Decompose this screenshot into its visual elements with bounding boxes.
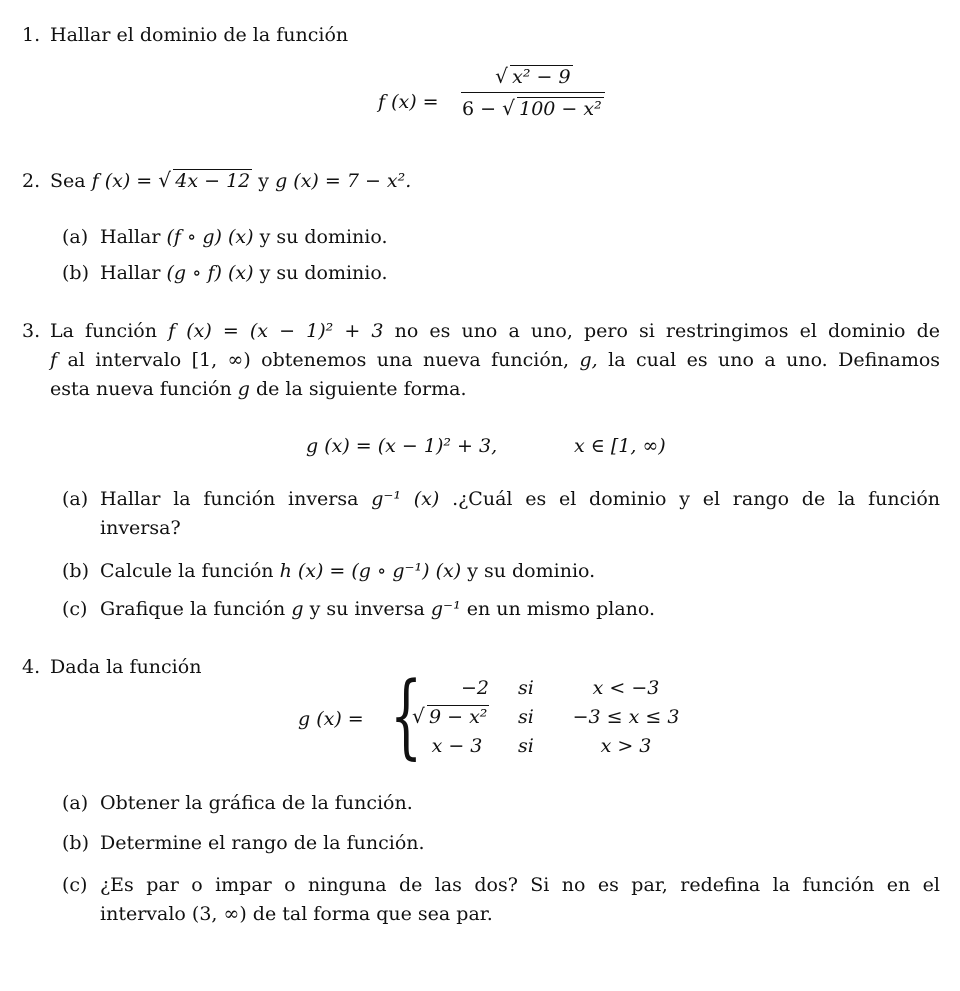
math-g-def: g (x) = 7 − x². [275,170,412,192]
math: (g ∘ f) (x) [166,262,254,284]
case-3-si: si [518,735,534,757]
text: de tal forma que sea par. [252,903,493,925]
problem-number: 4. [22,656,41,678]
text: Obtener la gráfica de la función. [100,792,413,814]
math: g [237,378,250,400]
numerator-radicand: x² − 9 [512,66,571,88]
text: esta nueva función [50,378,232,400]
subitem-label: (b) [62,832,89,854]
subitem-4b [62,830,425,856]
denominator-radicand: 100 − x² [519,98,602,120]
math: f (x) = (x − 1)² + 3 [168,320,384,342]
case-3-cond: x > 3 [600,735,652,757]
subitem-label: (a) [62,226,89,248]
subitem-4a [62,790,413,816]
text: no es uno a uno, pero si restringimos el dominio de [394,320,940,342]
math: g⁻¹ [430,598,461,620]
problem-number: 1. [22,24,41,46]
text: Calcule la función [100,560,274,582]
math-f-radicand: 4x − 12 [175,170,251,192]
subitem-2b [62,260,388,286]
denominator-prefix: 6 − [462,98,497,120]
subitem-label: (c) [62,598,88,620]
display-g-domain: x ∈ [1, ∞) [574,435,666,457]
case-1-expr: −2 [460,677,489,699]
case-1-cond: x < −3 [592,677,660,699]
text: y su dominio. [467,560,596,582]
math-interval: (3, ∞) [191,903,247,925]
problem-number: 2. [22,170,41,192]
text: Sea [50,170,86,192]
text: obtenemos una nueva función, [261,349,570,371]
text: y su inversa [309,598,425,620]
case-2-si: si [518,706,534,728]
subitem-3a-continuation: inversa? [100,517,181,539]
problem-3-line1 [50,318,940,344]
subitem-2a [62,224,388,250]
problem-3-line2 [50,347,940,373]
subitem-3a-label: (a) [62,488,89,510]
text: Determine el rango de la función. [100,832,425,854]
subitem-4c-line1: ¿Es par o impar o ninguna de las dos? Si no es par, redefina la función en el [100,874,940,896]
text: en un mismo plano. [466,598,656,620]
subitem-3a [100,486,940,512]
subitem-label: (b) [62,560,89,582]
text: Grafique la función [100,598,286,620]
text: la cual es uno a uno. Definamos [608,349,941,371]
text: Hallar la función inversa [100,488,359,510]
math: (f ∘ g) (x) [166,226,254,248]
subitem-4c-line2 [100,901,493,927]
case-2-radicand: 9 − x² [429,706,488,728]
problem-text: Dada la función [50,656,202,678]
problem-4-statement [22,654,202,680]
left-brace: { [390,662,423,769]
piecewise-lhs: g (x) = [298,708,364,730]
math: g [291,598,304,620]
subitem-4c-label: (c) [62,874,88,896]
math-interval: [1, ∞) [191,349,251,371]
text: y su dominio. [259,226,388,248]
math: g⁻¹ (x) [371,488,440,510]
case-2-expr [412,704,489,730]
text: y su dominio. [259,262,388,284]
math-f-lhs: f (x) = [91,170,153,192]
problem-2-statement [22,168,412,194]
problem-3-number: 3. [22,320,41,342]
text: y [258,170,270,192]
problem-text: Hallar el dominio de la función [50,24,349,46]
text: Hallar [100,262,161,284]
case-1-si: si [518,677,534,699]
subitem-label: (b) [62,262,89,284]
text: Hallar [100,226,161,248]
display-g: g (x) = (x − 1)² + 3, [306,435,498,457]
fraction [458,64,608,122]
subitem-3b [62,558,596,584]
text: al intervalo [67,349,182,371]
problem-1-statement [22,22,349,48]
case-3-expr: x − 3 [431,735,483,757]
text: La función [50,320,157,342]
subitem-label: (a) [62,792,89,814]
formula-lhs: f (x) = [378,91,439,113]
math: h (x) = (g ∘ g⁻¹) (x) [279,560,462,582]
case-2-cond: −3 ≤ x ≤ 3 [572,706,680,728]
text: de la siguiente forma. [255,378,467,400]
subitem-3c [62,596,656,622]
problem-3-line3 [50,376,467,402]
math: f [50,349,58,371]
text: .¿Cuál es el dominio y el rango de la función [452,488,940,510]
math: g, [579,349,598,371]
text: intervalo [100,903,186,925]
